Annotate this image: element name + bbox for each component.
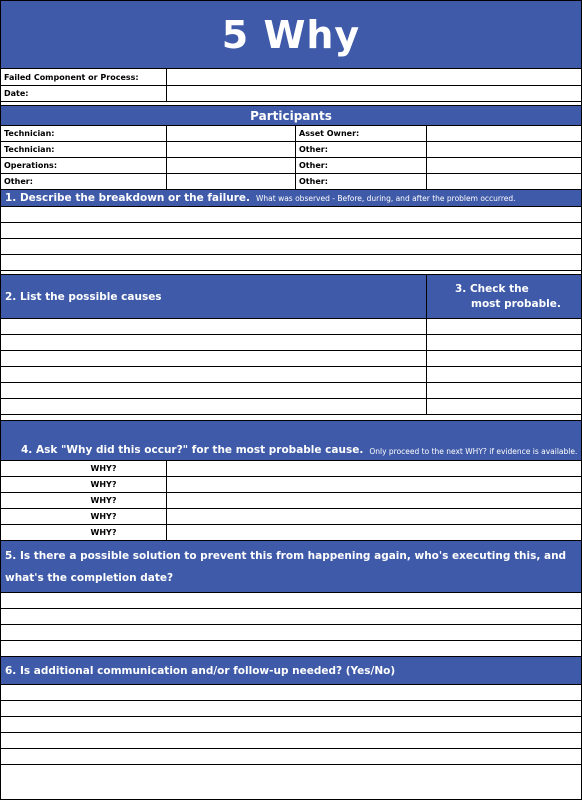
section-5-line[interactable] xyxy=(1,625,581,641)
why-label: WHY? xyxy=(1,525,167,540)
why-label: WHY? xyxy=(1,509,167,524)
participant-field[interactable] xyxy=(167,158,296,173)
probable-check-field[interactable] xyxy=(427,383,581,398)
participant-row xyxy=(1,158,581,174)
section-5-line[interactable] xyxy=(1,609,581,625)
cause-row xyxy=(1,383,581,399)
participant-row xyxy=(1,174,581,190)
participants-header: Participants xyxy=(1,106,581,126)
section-6-line[interactable] xyxy=(1,765,581,779)
cause-row xyxy=(1,351,581,367)
why-field[interactable] xyxy=(167,493,581,508)
info-label-date: Date: xyxy=(1,86,167,101)
participant-field[interactable] xyxy=(427,158,581,173)
cause-field[interactable] xyxy=(1,335,427,350)
participant-label: Asset Owner: xyxy=(296,126,427,141)
why-label: WHY? xyxy=(1,493,167,508)
why-field[interactable] xyxy=(167,477,581,492)
info-field-date[interactable] xyxy=(167,86,581,101)
section-1-line[interactable] xyxy=(1,255,581,271)
probable-check-field[interactable] xyxy=(427,319,581,334)
cause-row xyxy=(1,335,581,351)
section-6-header: 6. Is additional communication and/or follow-up needed? (Yes/No) xyxy=(1,657,581,685)
section-6-line[interactable] xyxy=(1,717,581,733)
cause-field[interactable] xyxy=(1,367,427,382)
participant-label: Other: xyxy=(296,142,427,157)
participant-row xyxy=(1,142,581,158)
section-1-title: 1. Describe the breakdown or the failure. xyxy=(5,192,250,204)
section-1-line[interactable] xyxy=(1,239,581,255)
cause-row xyxy=(1,367,581,383)
participant-field[interactable] xyxy=(427,142,581,157)
section-6-line[interactable] xyxy=(1,733,581,749)
why-field[interactable] xyxy=(167,509,581,524)
form-title: 5 Why xyxy=(1,1,581,69)
cause-field[interactable] xyxy=(1,319,427,334)
participant-label: Operations: xyxy=(1,158,167,173)
why-row xyxy=(1,477,581,493)
section-1-line[interactable] xyxy=(1,223,581,239)
section-4-hint: Only proceed to the next WHY? if evidence is available. xyxy=(369,447,578,456)
probable-check-field[interactable] xyxy=(427,399,581,414)
why-field[interactable] xyxy=(167,525,581,540)
cause-field[interactable] xyxy=(1,383,427,398)
info-row-date xyxy=(1,86,581,102)
why-label: WHY? xyxy=(1,477,167,492)
why-row xyxy=(1,461,581,477)
section-3-title xyxy=(427,275,581,318)
section-6-line[interactable] xyxy=(1,685,581,701)
why-row xyxy=(1,509,581,525)
participant-row xyxy=(1,126,581,142)
section-1-header xyxy=(1,190,581,207)
probable-check-field[interactable] xyxy=(427,367,581,382)
section-5-header: 5. Is there a possible solution to prevent this from happening again, who's executing this, and what's the completion date? xyxy=(1,541,581,593)
info-field-component[interactable] xyxy=(167,69,581,85)
why-row xyxy=(1,493,581,509)
info-label-component: Failed Component or Process: xyxy=(1,69,167,85)
section-6-line[interactable] xyxy=(1,749,581,765)
section-1-line[interactable] xyxy=(1,207,581,223)
probable-check-field[interactable] xyxy=(427,335,581,350)
participant-field[interactable] xyxy=(427,174,581,189)
cause-field[interactable] xyxy=(1,399,427,414)
section-5-line[interactable] xyxy=(1,641,581,657)
participant-label: Technician: xyxy=(1,126,167,141)
section-6-line[interactable] xyxy=(1,701,581,717)
cause-row xyxy=(1,399,581,415)
participant-label: Other: xyxy=(296,174,427,189)
probable-check-field[interactable] xyxy=(427,351,581,366)
why-label: WHY? xyxy=(1,461,167,476)
cause-row xyxy=(1,319,581,335)
cause-field[interactable] xyxy=(1,351,427,366)
participant-field[interactable] xyxy=(167,142,296,157)
participant-label: Other: xyxy=(296,158,427,173)
section-3-title-line2: most probable. xyxy=(471,297,561,310)
section-2-3-header xyxy=(1,275,581,319)
section-1-hint: What was observed - Before, during, and after the problem occurred. xyxy=(255,193,516,203)
why-field[interactable] xyxy=(167,461,581,476)
participant-label: Technician: xyxy=(1,142,167,157)
info-row-component xyxy=(1,69,581,86)
section-5-line[interactable] xyxy=(1,593,581,609)
section-4-header xyxy=(1,421,581,461)
section-3-title-line1: 3. Check the xyxy=(455,282,529,295)
participant-field[interactable] xyxy=(167,126,296,141)
why-row xyxy=(1,525,581,541)
section-4-title: 4. Ask "Why did this occur?" for the most probable cause. xyxy=(21,444,364,456)
participant-field[interactable] xyxy=(167,174,296,189)
participant-label: Other: xyxy=(1,174,167,189)
participant-field[interactable] xyxy=(427,126,581,141)
section-2-title: 2. List the possible causes xyxy=(1,275,427,318)
